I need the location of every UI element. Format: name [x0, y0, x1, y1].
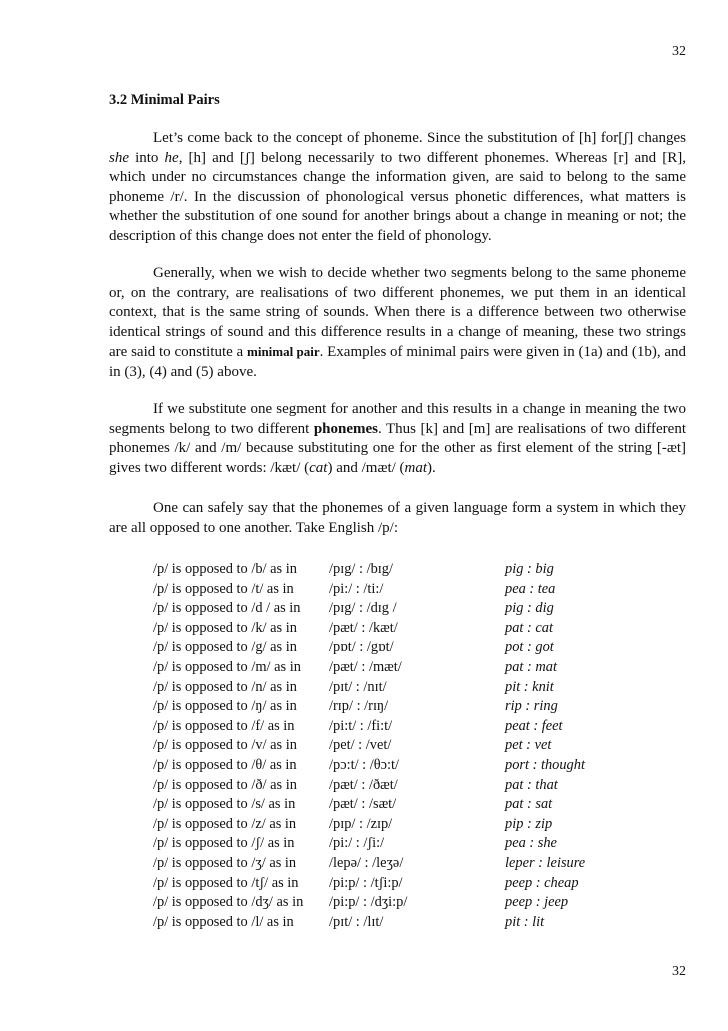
word-gloss: pea : she [505, 835, 557, 852]
word-gloss: peat : feet [505, 717, 563, 734]
opposition-text: /p/ is opposed to /v/ as in [153, 737, 297, 754]
opposition-text: /p/ is opposed to /dʒ/ as in [153, 894, 304, 911]
word-gloss: leper : leisure [505, 854, 586, 871]
opposition-text: /p/ is opposed to /s/ as in [153, 796, 296, 813]
opposition-text: /p/ is opposed to /b/ as in [153, 561, 297, 577]
ipa-transcription: /pɪt/ : /nɪt/ [329, 678, 387, 695]
paragraph-2 [109, 264, 686, 382]
page-number-bottom: 32 [672, 964, 686, 979]
italic-word: he [164, 149, 179, 166]
word-gloss: pig : dig [505, 600, 554, 617]
opposition-text: /p/ is opposed to /ʒ/ as in [153, 854, 297, 871]
ipa-transcription: /pi:p/ : /dʒi:p/ [329, 894, 408, 911]
opposition-text: /p/ is opposed to /f/ as in [153, 717, 295, 734]
text-run: If we substitute one segment for another and this results in a change in meaning the two segments belong to two different [109, 401, 686, 437]
italic-word: cat [309, 459, 328, 476]
ipa-transcription: /pæt/ : /ðæt/ [329, 776, 398, 793]
paragraph-4 [109, 499, 686, 538]
ipa-transcription: /pæt/ : /sæt/ [329, 796, 397, 813]
pair-row [153, 678, 693, 698]
ipa-transcription: /pi:/ : /ʃi:/ [329, 835, 385, 852]
opposition-text: /p/ is opposed to /d / as in [153, 600, 301, 617]
word-gloss: pig : big [505, 561, 554, 577]
opposition-text: /p/ is opposed to /ʃ/ as in [153, 835, 295, 852]
minimal-pairs-table [153, 560, 693, 932]
pair-row [153, 658, 693, 678]
opposition-text: /p/ is opposed to /z/ as in [153, 815, 297, 832]
text-run: ) and /mæt/ ( [327, 459, 405, 476]
bold-term: minimal pair [247, 344, 320, 359]
ipa-transcription: /lepə/ : /leʒə/ [329, 854, 404, 871]
ipa-transcription: /pæt/ : /mæt/ [329, 658, 402, 675]
paragraph-3 [109, 400, 686, 478]
ipa-transcription: /pɪt/ : /lɪt/ [329, 913, 384, 930]
paragraph-1 [109, 129, 686, 246]
pair-row [153, 893, 693, 913]
ipa-transcription: /pɔ:t/ : /θɔ:t/ [329, 756, 400, 773]
page-number-top: 32 [672, 44, 686, 59]
pair-row [153, 854, 693, 874]
pair-row [153, 736, 693, 756]
pair-row [153, 697, 693, 717]
ipa-transcription: /pi:p/ : /tʃi:p/ [329, 874, 403, 891]
pair-row [153, 834, 693, 854]
pair-row [153, 560, 693, 580]
section-heading: 3.2 Minimal Pairs [109, 92, 220, 108]
text-run: One can safely say that the phonemes of a given language form a system in which they are all opposed to one another. Take English /p/: [109, 500, 686, 536]
word-gloss: pat : that [505, 776, 558, 793]
pair-row [153, 619, 693, 639]
opposition-text: /p/ is opposed to /k/ as in [153, 619, 297, 636]
opposition-text: /p/ is opposed to /θ/ as in [153, 756, 297, 773]
text-run: . Examples of minimal pairs were given in (1a) and (1b), and in (3), (4) and (5) above. [109, 344, 686, 380]
pair-row [153, 756, 693, 776]
word-gloss: port : thought [505, 756, 585, 773]
ipa-transcription: /pi:t/ : /fi:t/ [329, 717, 393, 734]
opposition-text: /p/ is opposed to /ŋ/ as in [153, 698, 297, 715]
word-gloss: pot : got [505, 639, 554, 656]
word-gloss: pat : cat [505, 619, 553, 636]
word-gloss: pit : lit [505, 913, 545, 930]
pair-row [153, 580, 693, 600]
italic-word: mat [404, 459, 428, 476]
word-gloss: pea : tea [505, 580, 556, 597]
opposition-text: /p/ is opposed to /n/ as in [153, 678, 297, 695]
ipa-transcription: /pɪp/ : /zɪp/ [329, 815, 393, 832]
text-run: ). [427, 459, 436, 476]
ipa-transcription: /pæt/ : /kæt/ [329, 619, 398, 636]
pair-row [153, 717, 693, 737]
word-gloss: pit : knit [505, 678, 554, 695]
ipa-transcription: /pɪg/ : /dɪg / [329, 600, 397, 617]
opposition-text: /p/ is opposed to /l/ as in [153, 913, 294, 930]
pair-row [153, 795, 693, 815]
text-run: Generally, when we wish to decide whether two segments belong to the same phoneme or, on the contrary, are realisations of two different phonemes, we put them in an identical context, that is the same string of sounds. When there is a difference between two otherwise identical strings of sound and this difference results in a change of meaning, these two strings are said to constitute a [109, 265, 686, 360]
pair-row [153, 913, 693, 933]
word-gloss: peep : cheap [505, 874, 579, 891]
opposition-text: /p/ is opposed to /t/ as in [153, 580, 294, 597]
text-run: into [129, 149, 165, 166]
ipa-transcription: /pɒt/ : /gɒt/ [329, 639, 394, 656]
opposition-text: /p/ is opposed to /m/ as in [153, 658, 301, 675]
word-gloss: pat : mat [505, 658, 557, 675]
pair-row [153, 815, 693, 835]
pair-row [153, 638, 693, 658]
italic-word: she [109, 149, 129, 166]
text-run: , [h] and [ʃ] belong necessarily to two different phonemes. Whereas [r] and [R], which under no circumstances change the information given, are said to belong to the same phoneme /r/. In the discussion of phonological versus phonetic differences, what matters is whether the substitution of one sound for another brings about a change in meaning or not; the description of this change does not enter the field of phonology. [109, 149, 686, 244]
ipa-transcription: /pɪg/ : /bɪg/ [329, 561, 393, 577]
word-gloss: rip : ring [505, 698, 558, 715]
pair-row [153, 776, 693, 796]
word-gloss: pip : zip [505, 815, 553, 832]
word-gloss: pet : vet [505, 737, 552, 754]
bold-term: phonemes [313, 420, 378, 437]
pair-row [153, 599, 693, 619]
word-gloss: peep : jeep [505, 894, 569, 911]
opposition-text: /p/ is opposed to /ð/ as in [153, 776, 297, 793]
text-run: Let’s come back to the concept of phoneme. Since the substitution of [h] for[ʃ] changes [153, 130, 686, 146]
pair-row [153, 874, 693, 894]
opposition-text: /p/ is opposed to /g/ as in [153, 639, 297, 656]
word-gloss: pat : sat [505, 796, 553, 813]
text-run: . Thus [k] and [m] are realisations of two different phonemes /k/ and /m/ because substituting one for the other as first element of the string [-æt] gives two different words: /kæt/ ( [109, 420, 686, 476]
ipa-transcription: /rɪp/ : /rɪŋ/ [329, 698, 389, 715]
ipa-transcription: /pet/ : /vet/ [329, 737, 392, 754]
ipa-transcription: /pi:/ : /ti:/ [329, 580, 384, 597]
opposition-text: /p/ is opposed to /tʃ/ as in [153, 874, 299, 891]
